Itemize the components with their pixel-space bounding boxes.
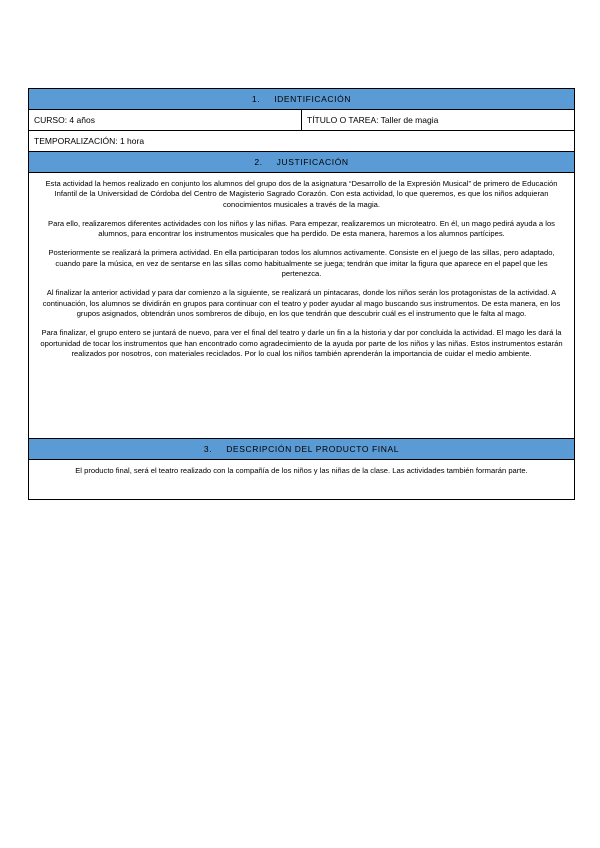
- section-number: 1.: [251, 94, 261, 104]
- activity-form: [28, 88, 575, 500]
- section-title: IDENTIFICACIÓN: [274, 94, 352, 104]
- curso-text: CURSO: 4 años: [34, 115, 95, 125]
- section-number: 3.: [203, 444, 213, 454]
- descripcion-body: [29, 460, 575, 500]
- temporalizacion-cell: [29, 131, 575, 152]
- titulo-text: TÍTULO O TAREA: Taller de magia: [307, 115, 439, 125]
- form-table: [28, 88, 575, 500]
- temporalizacion-text: TEMPORALIZACIÓN: 1 hora: [34, 136, 145, 146]
- section-title: DESCRIPCIÓN DEL PRODUCTO FINAL: [226, 444, 400, 454]
- section-title: JUSTIFICACIÓN: [276, 157, 349, 167]
- section-header-descripcion: [29, 439, 575, 460]
- section-number: 2.: [254, 157, 263, 167]
- justificacion-paragraph: Para finalizar, el grupo entero se juntará de nuevo, para ver el final del teatro y darle un fin a la historia y dar por concluida la actividad. El mago les dará la oportunidad de tocar los instrumentos que han encontrado como agradecimiento de la ayuda por parte de los niños y las niñas. Estos instrumentos estarán realizados por nosotros, con materiales reciclados. Por lo cual los niños también aprenderán la importancia de cuidar el medio ambiente.: [40, 328, 563, 358]
- justificacion-paragraph: Esta actividad la hemos realizado en conjunto los alumnos del grupo dos de la asignatura “Desarrollo de la Expresión Musical” de primero de Educación Infantil de la Universidad de Córdoba del Centro de Magisterio Sagrado Corazón. Con esta actividad, lo que queremos, es que los niños adquieran conocimientos musicales a través de la magia.: [45, 179, 558, 209]
- descripcion-text: El producto final, será el teatro realizado con la compañía de los niños y las niñas de la clase. Las actividades también formarán parte.: [75, 466, 528, 475]
- section-header-identificacion: [29, 89, 575, 110]
- justificacion-paragraph: Para ello, realizaremos diferentes actividades con los niños y las niñas. Para empezar, realizaremos un microteatro. En él, un mago pedirá ayuda a los alumnos, para encontrar los instrumentos musicales que ha perdido. De esta manera, haremos a los alumnos partícipes.: [48, 218, 555, 239]
- justificacion-paragraph: Al finalizar la anterior actividad y para dar comienzo a la siguiente, se realizará un pintacaras, donde los niños serán los protagonistas de la actividad. A continuación, los alumnos se dividirán en grupos para continuar con el teatro y poder ayudar al mago buscando sus instrumentos. De esta manera, en los grupos asignados, obtendrán unos sombreros de dibujo, en los que tendrán que descubrir cuál es el instrumento que le falta al mago.: [42, 288, 561, 318]
- section-header-justificacion: [29, 152, 575, 173]
- justificacion-paragraph: Posteriormente se realizará la primera actividad. En ella participaran todos los alumnos activamente. Consiste en el juego de las sillas, pero adaptado, cuando pare la música, en vez de sentarse en las sillas como habitualmente se juega; tendrán que imitar la figura que aparece en el papel que les pertenezca.: [48, 248, 555, 279]
- justificacion-body: [29, 173, 575, 439]
- titulo-cell: [302, 110, 575, 131]
- curso-cell: [29, 110, 302, 131]
